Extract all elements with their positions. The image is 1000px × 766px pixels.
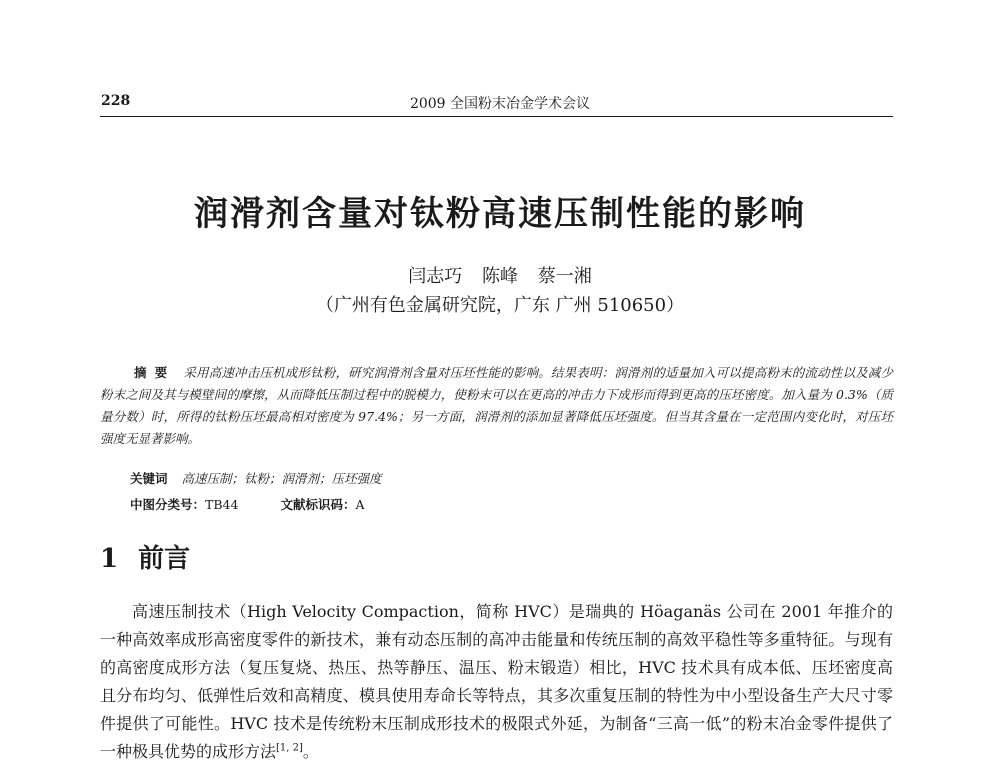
authors: 闫志巧 陈峰 蔡一湘 <box>408 266 592 287</box>
document-code: A <box>355 497 365 512</box>
section-number: 1 <box>100 544 119 574</box>
keywords-label: 关键词 <box>130 471 168 486</box>
body-text: 高速压制技术（High Velocity Compaction，简称 HVC）是瑞典的 Höaganäs 公司在 2001 年推介的一种高效率成形高密度零件的新技术，兼有动态压制的高冲击能量和传统压制的高效平稳性等多重特征。与现有的高密度成形方法（复压复烧、热压、热等静压、温压、粉末锻造）相比，HVC 技术具有成本低、压坯密度高且分布均匀、低弹性后效和高精度、模具使用寿命长等特点，其多次重复压制的特性为中小型设备生产大尺寸零件提供了可能性。HVC 技术是传统粉末压制成形技术的极限式外延，为制备“三高一低”的粉末冶金零件提供了一种极具优势的成形方法 <box>100 602 893 761</box>
document-code-label: 文献标识码： <box>280 497 356 512</box>
header-rule <box>100 116 893 117</box>
page-number: 228 <box>101 93 131 109</box>
running-header: 2009 全国粉末冶金学术会议 <box>409 96 591 112</box>
abstract-label: 摘要 <box>134 365 176 380</box>
abstract-text: 采用高速冲击压机成形钛粉，研究润滑剂含量对压坯性能的影响。结果表明：润滑剂的适量加入可以提高粉末的流动性以及减少粉末之间及其与模壁间的摩擦，从而降低压制过程中的脱模力，使粉末可以在更高的冲击力下成形而得到更高的压坯密度。加入量为 0.3%（质量分数）时，所得的钛粉压坯最高相对密度为 97.4%；另一方面，润滑剂的添加显著降低压坯强度。但当其含量在一定范围内变化时，对压坯强度无显著影响。 <box>100 365 893 446</box>
section-title: 前言 <box>138 544 191 574</box>
classification-code: TB44 <box>205 497 239 512</box>
keywords-value: 高速压制；钛粉；润滑剂；压坯强度 <box>181 471 382 486</box>
classification-label: 中图分类号： <box>130 497 206 512</box>
body-end: 。 <box>302 742 319 761</box>
keywords <box>130 469 382 487</box>
body-paragraph <box>100 598 893 766</box>
abstract <box>100 362 893 450</box>
affiliation: （广州有色金属研究院，广东 广州 510650） <box>315 295 685 316</box>
paper-title: 润滑剂含量对钛粉高速压制性能的影响 <box>194 194 806 234</box>
classification <box>130 495 365 513</box>
section-heading <box>100 538 190 575</box>
citation: [1, 2] <box>276 742 303 754</box>
